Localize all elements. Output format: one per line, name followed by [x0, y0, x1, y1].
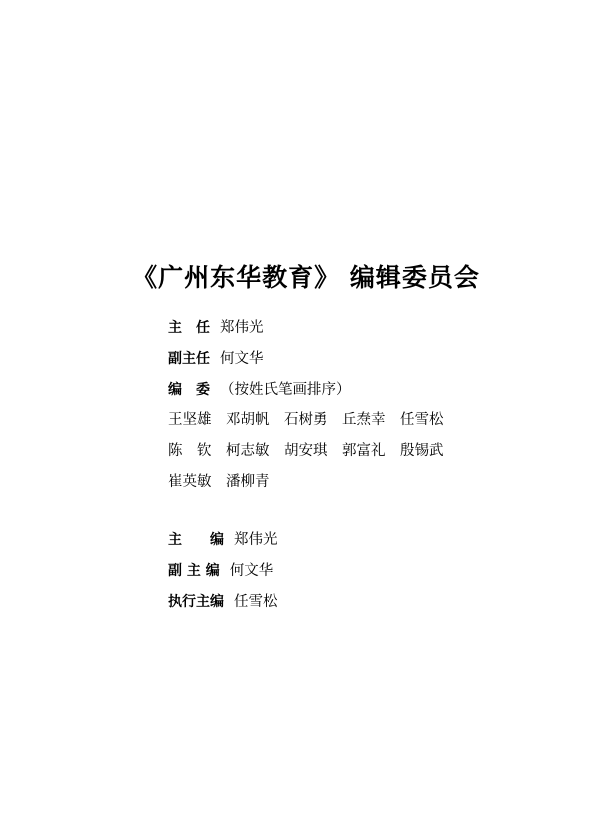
editor-row — [168, 561, 568, 583]
editor-row-value: 何文华 — [229, 562, 274, 579]
list-item: 陈 钦 柯志敏 胡安琪 郭富礼 殷锡武 — [168, 443, 444, 459]
editor-row-label: 副 主 编 — [168, 562, 220, 579]
committee-row-value: （按姓氏笔画排序） — [220, 381, 351, 398]
editor-row — [168, 592, 568, 614]
editor-row-label: 主 编 — [168, 532, 224, 548]
committee-row-value: 郑伟光 — [220, 320, 264, 336]
list-item: 崔英敏 潘柳青 — [168, 473, 270, 490]
editor-row-label: 执行主编 — [168, 593, 224, 610]
committee-row — [168, 318, 568, 340]
committee-row — [168, 380, 568, 402]
committee-row-label: 主 任 — [168, 320, 210, 336]
editor-row-value: 郑伟光 — [234, 532, 278, 548]
committee-member-list — [168, 410, 568, 493]
page-title: 《广州东华教育》 编辑委员会 — [132, 263, 480, 292]
editor-row-value: 任雪松 — [234, 593, 278, 610]
committee-row — [168, 349, 568, 371]
committee-row-label: 副主任 — [168, 350, 210, 367]
editors-section — [168, 530, 568, 622]
committee-row-value: 何文华 — [220, 350, 264, 367]
editorial-committee-section — [168, 318, 568, 503]
committee-row-label: 编 委 — [168, 381, 210, 398]
list-item: 王坚雄 邓胡帆 石树勇 丘焘幸 任雪松 — [168, 412, 444, 429]
editor-row — [168, 530, 568, 552]
